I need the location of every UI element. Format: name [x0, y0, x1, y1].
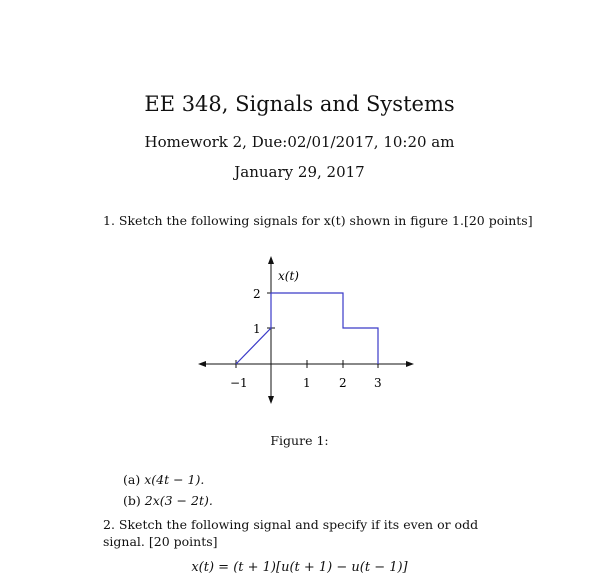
homework-due-line: Homework 2, Due:02/01/2017, 10:20 am [144, 133, 455, 151]
question-1-part-a [123, 472, 204, 487]
part-b-expression: 2x(3 − 2t). [144, 493, 213, 508]
question-1-number: 1. [103, 213, 115, 228]
question-2 [103, 516, 503, 550]
x-axis-arrow [406, 361, 414, 367]
part-b-label: (b) [123, 493, 141, 508]
question-1 [103, 213, 533, 228]
question-2-text: Sketch the following signal and specify if its even or odd signal. [20 points] [103, 517, 479, 549]
document-title: EE 348, Signals and Systems [144, 92, 455, 116]
x-tick-label-1: 1 [303, 376, 311, 390]
question-2-number: 2. [103, 517, 115, 532]
function-label: x(t) [278, 269, 299, 283]
part-a-expression: x(4t − 1). [144, 472, 205, 487]
y-tick-label-2: 2 [253, 287, 261, 301]
signal-figure [190, 250, 420, 410]
question-1-text: Sketch the following signals for x(t) shown in figure 1.[20 points] [118, 213, 533, 228]
x-tick-label-2: 2 [339, 376, 347, 390]
figure-caption: Figure 1: [270, 433, 329, 448]
x-tick-label-3: 3 [374, 376, 382, 390]
x-tick-label-minus1: −1 [230, 376, 248, 390]
part-a-label: (a) [123, 472, 141, 487]
question-1-part-b [123, 493, 213, 508]
document-date: January 29, 2017 [234, 163, 365, 181]
y-axis-arrow [268, 256, 274, 264]
x-axis-arrow-left [198, 361, 206, 367]
question-2-equation: x(t) = (t + 1)[u(t + 1) − u(t − 1)] [191, 560, 408, 575]
y-axis-arrow-down [268, 396, 274, 404]
y-tick-label-1: 1 [253, 322, 261, 336]
